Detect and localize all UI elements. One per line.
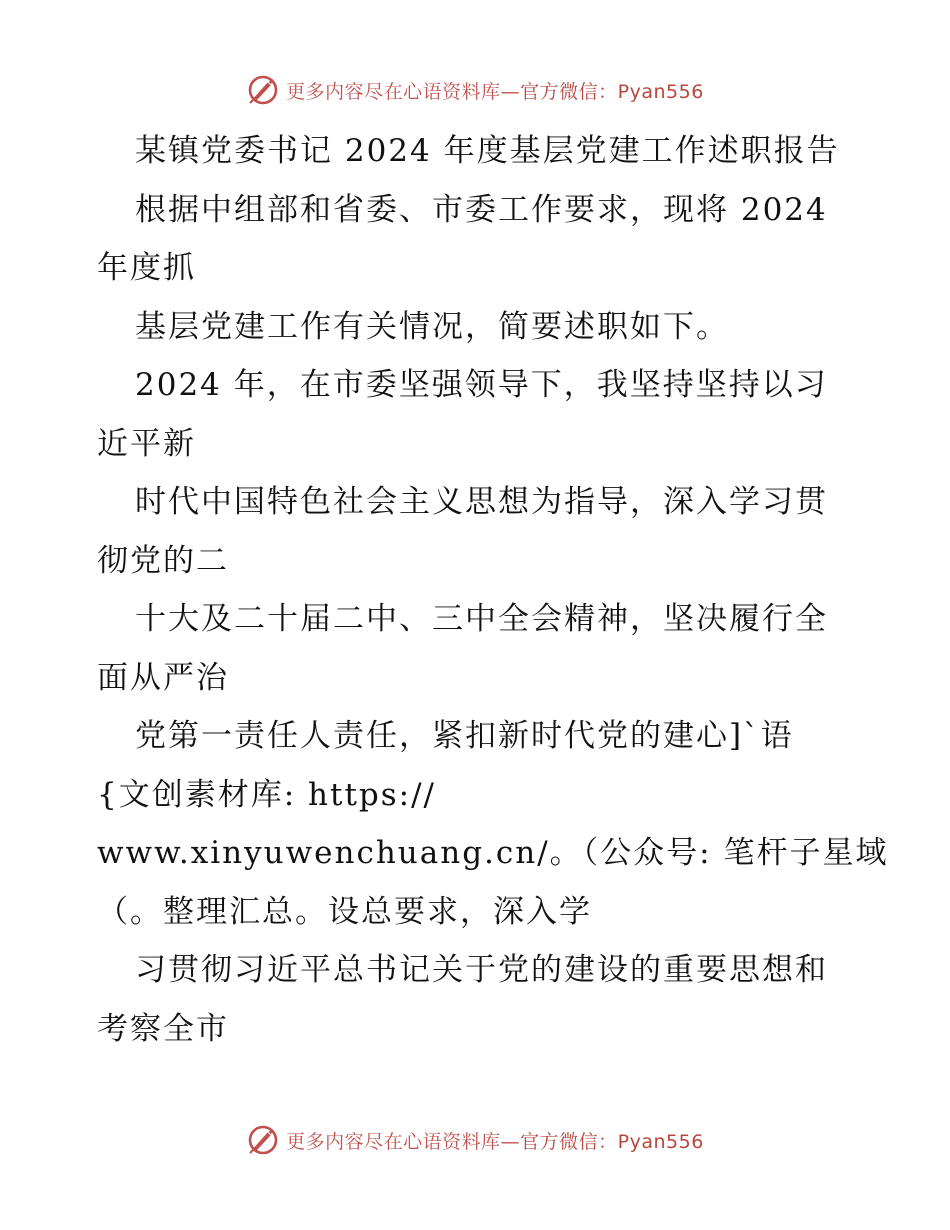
document-line: 根据中组部和省委、市委工作要求，现将 2024 bbox=[135, 191, 828, 228]
header-banner-wechat: 官方微信：Pyan556 bbox=[520, 80, 704, 103]
document-line: 党第一责任人责任，紧扣新时代党的建心]`语 bbox=[135, 718, 794, 754]
document-line: {文创素材库: https:// bbox=[97, 776, 436, 813]
document-line: 基层党建工作有关情况，简要述职如下。 bbox=[135, 308, 729, 345]
document-line: 某镇党委书记 2024 年度基层党建工作述职报告 bbox=[135, 133, 840, 169]
quill-pen-logo-icon bbox=[246, 1123, 280, 1157]
document-line: 年度抓 bbox=[97, 250, 196, 286]
footer-banner bbox=[0, 1120, 950, 1160]
document-line: 时代中国特色社会主义思想为指导，深入学习贯 bbox=[135, 484, 828, 520]
document-line: 面从严治 bbox=[97, 659, 229, 696]
document-line: （。整理汇总。设总要求，深入学 bbox=[97, 893, 592, 930]
document-line: 十大及二十届二中、三中全会精神，坚决履行全 bbox=[135, 601, 828, 637]
document-line: www.xinyuwenchuang.cn/。（公众号: 笔杆子星域 bbox=[97, 835, 889, 871]
document-line: 近平新 bbox=[97, 425, 196, 462]
header-banner-main: 更多内容尽在心语资料库— bbox=[286, 80, 521, 103]
document-line: 2024 年，在市委坚强领导下，我坚持坚持以习 bbox=[135, 367, 828, 403]
header-banner bbox=[0, 70, 950, 110]
document-body bbox=[97, 122, 889, 1058]
footer-banner-text bbox=[286, 1127, 704, 1154]
document-line: 彻党的二 bbox=[97, 542, 229, 579]
header-banner-text bbox=[286, 77, 704, 104]
quill-pen-logo-icon bbox=[246, 73, 280, 107]
footer-banner-main: 更多内容尽在心语资料库— bbox=[286, 1130, 521, 1153]
document-line: 考察全市 bbox=[97, 1010, 229, 1047]
footer-banner-wechat: 官方微信：Pyan556 bbox=[520, 1130, 704, 1153]
document-line: 习贯彻习近平总书记关于党的建设的重要思想和 bbox=[135, 952, 828, 988]
